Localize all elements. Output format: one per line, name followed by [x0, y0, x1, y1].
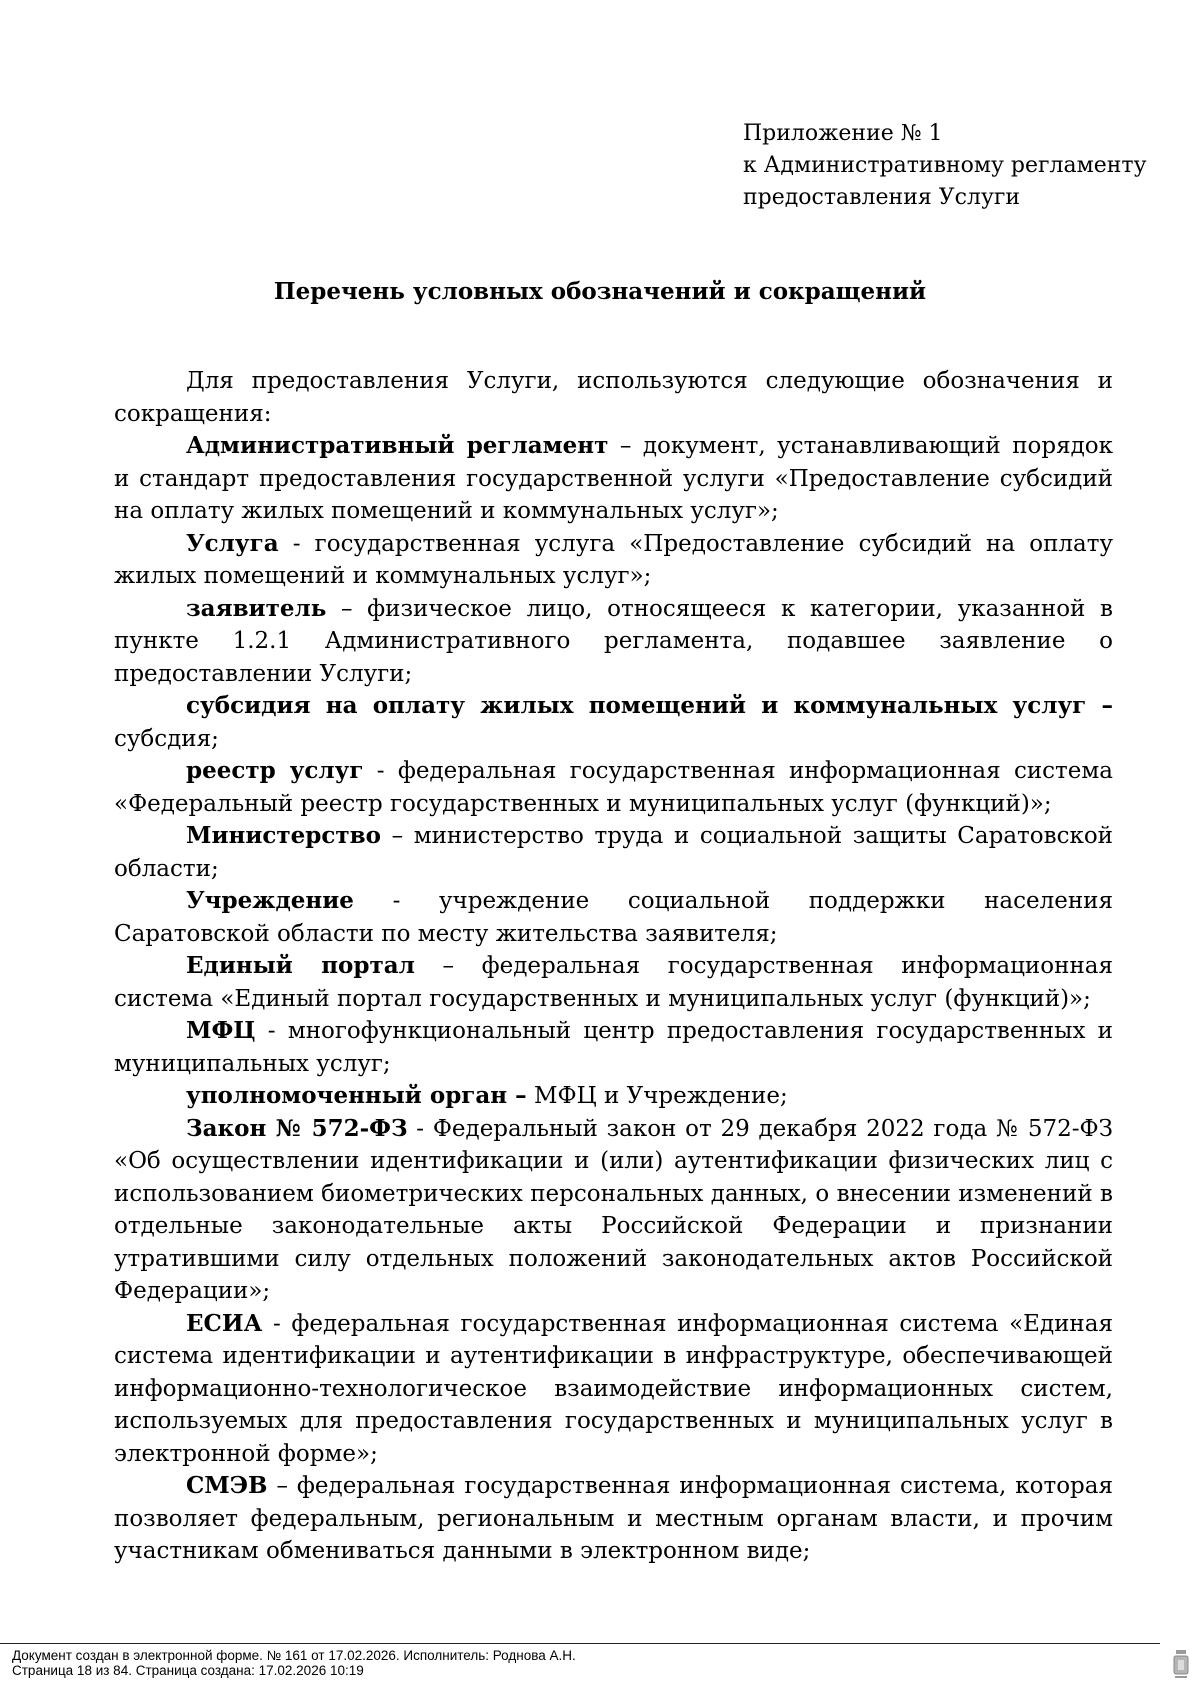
definition-paragraph	[114, 1080, 1113, 1113]
intro-paragraph: Для предоставления Услуги, используются следующие обозначения и сокращения:	[114, 368, 1113, 427]
definition-text: субсдия;	[114, 725, 219, 752]
definition-term: Единый портал	[186, 952, 415, 979]
definition-paragraph	[114, 593, 1113, 691]
definition-term: заявитель	[186, 594, 327, 622]
definition-text: федеральная государственная информационная система «Единый портал государственных и муниципальных услуг (функций)»;	[114, 953, 1113, 1012]
definition-separator: –	[608, 433, 643, 459]
definition-separator: -	[353, 888, 439, 914]
definition-paragraph	[114, 885, 1113, 950]
definition-text: государственная услуга «Предоставление субсидий на оплату жилых помещений и коммунальных услуг»;	[114, 530, 1113, 589]
definition-separator: –	[326, 595, 368, 622]
definition-paragraph	[114, 755, 1113, 820]
definition-paragraph	[114, 1308, 1113, 1471]
definition-term: СМЭВ	[186, 1472, 268, 1499]
appendix-header	[743, 118, 1163, 214]
definition-paragraph	[114, 528, 1113, 593]
footer-line: Страница 18 из 84. Страница создана: 17.02.2026 10:19	[12, 1663, 364, 1678]
coat-of-arms-icon	[1172, 1648, 1190, 1680]
definition-text: федеральная государственная информационная система «Федеральный реестр государственных и муниципальных услуг (функций)»;	[114, 758, 1113, 817]
definition-text: физическое лицо, относящееся к категории, указанной в пункте 1.2.1 Административного регламента, подавшее заявление о предоставлении Услуги;	[114, 595, 1113, 687]
definition-text: федеральная государственная информационная система «Единая система идентификации и аутентификации в инфраструктуре, обеспечивающей информационно-технологическое взаимодействие информационных систем, используемых для предоставления государственных и муниципальных услуг в электронной форме»;	[114, 1310, 1113, 1467]
definition-term: МФЦ	[186, 1017, 256, 1044]
appendix-line: предоставления Услуги	[743, 185, 1021, 210]
definition-paragraph	[114, 820, 1113, 885]
definition-term: ЕСИА	[186, 1309, 263, 1337]
definition-paragraph	[114, 1113, 1113, 1308]
definition-paragraph	[114, 1015, 1113, 1080]
definition-text: министерство труда и социальной защиты Саратовской области;	[114, 823, 1114, 882]
footer-line: Документ создан в электронной форме. № 161 от 17.02.2026. Исполнитель: Роднова А.Н.	[12, 1648, 576, 1663]
definition-separator: -	[262, 1310, 292, 1337]
definition-separator: -	[363, 758, 398, 784]
definition-term: Закон № 572-ФЗ	[186, 1114, 408, 1142]
definition-text: учреждение социальной поддержки населения Саратовской области по месту жительства заявителя;	[114, 888, 1113, 947]
definition-text: многофункциональный центр предоставления государственных и муниципальных услуг;	[114, 1018, 1113, 1077]
definition-text: МФЦ и Учреждение;	[533, 1083, 788, 1109]
document-body	[114, 365, 1113, 1568]
definition-term: реестр услуг	[186, 757, 364, 784]
appendix-line: к Административному регламенту	[743, 153, 1147, 178]
definition-text: документ, устанавливающий порядок и стандарт предоставления государственной услуги «Предоставление субсидий на оплату жилых помещений и коммунальных услуг»;	[114, 433, 1113, 524]
definition-paragraph	[114, 690, 1113, 755]
definition-separator	[527, 1083, 534, 1109]
definition-term: субсидия на оплату жилых помещений и коммунальных услуг –	[186, 692, 1113, 719]
definition-text: Федеральный закон от 29 декабря 2022 года № 572-ФЗ «Об осуществлении идентификации и (или) аутентификации физических лиц с использованием биометрических персональных данных, о внесении изменений в отдельные законодательные акты Российской Федерации и признании утратившими силу отдельных положений законодательных актов Российской Федерации»;	[114, 1115, 1113, 1304]
definition-paragraph	[114, 430, 1113, 528]
definition-separator: -	[407, 1115, 433, 1142]
definition-term: Услуга	[186, 529, 279, 557]
definition-separator: -	[255, 1018, 288, 1044]
document-footer	[12, 1648, 1112, 1678]
definition-separator: –	[414, 953, 482, 979]
definition-term: Министерство	[186, 822, 381, 849]
definition-term: уполномоченный орган –	[186, 1082, 527, 1109]
definition-term: Учреждение	[186, 887, 354, 914]
definition-separator: –	[380, 823, 414, 849]
definition-paragraph	[114, 950, 1113, 1015]
definition-separator: –	[267, 1473, 297, 1499]
definition-paragraph	[114, 1470, 1113, 1568]
footer-divider	[0, 1643, 1160, 1644]
appendix-line: Приложение № 1	[743, 121, 943, 146]
document-title: Перечень условных обозначений и сокращений	[273, 278, 927, 305]
definition-term: Административный регламент	[186, 432, 609, 459]
definition-separator: -	[278, 530, 315, 557]
definition-text: федеральная государственная информационная система, которая позволяет федеральным, региональным и местным органам власти, и прочим участникам обмениваться данными в электронном виде;	[114, 1473, 1113, 1564]
